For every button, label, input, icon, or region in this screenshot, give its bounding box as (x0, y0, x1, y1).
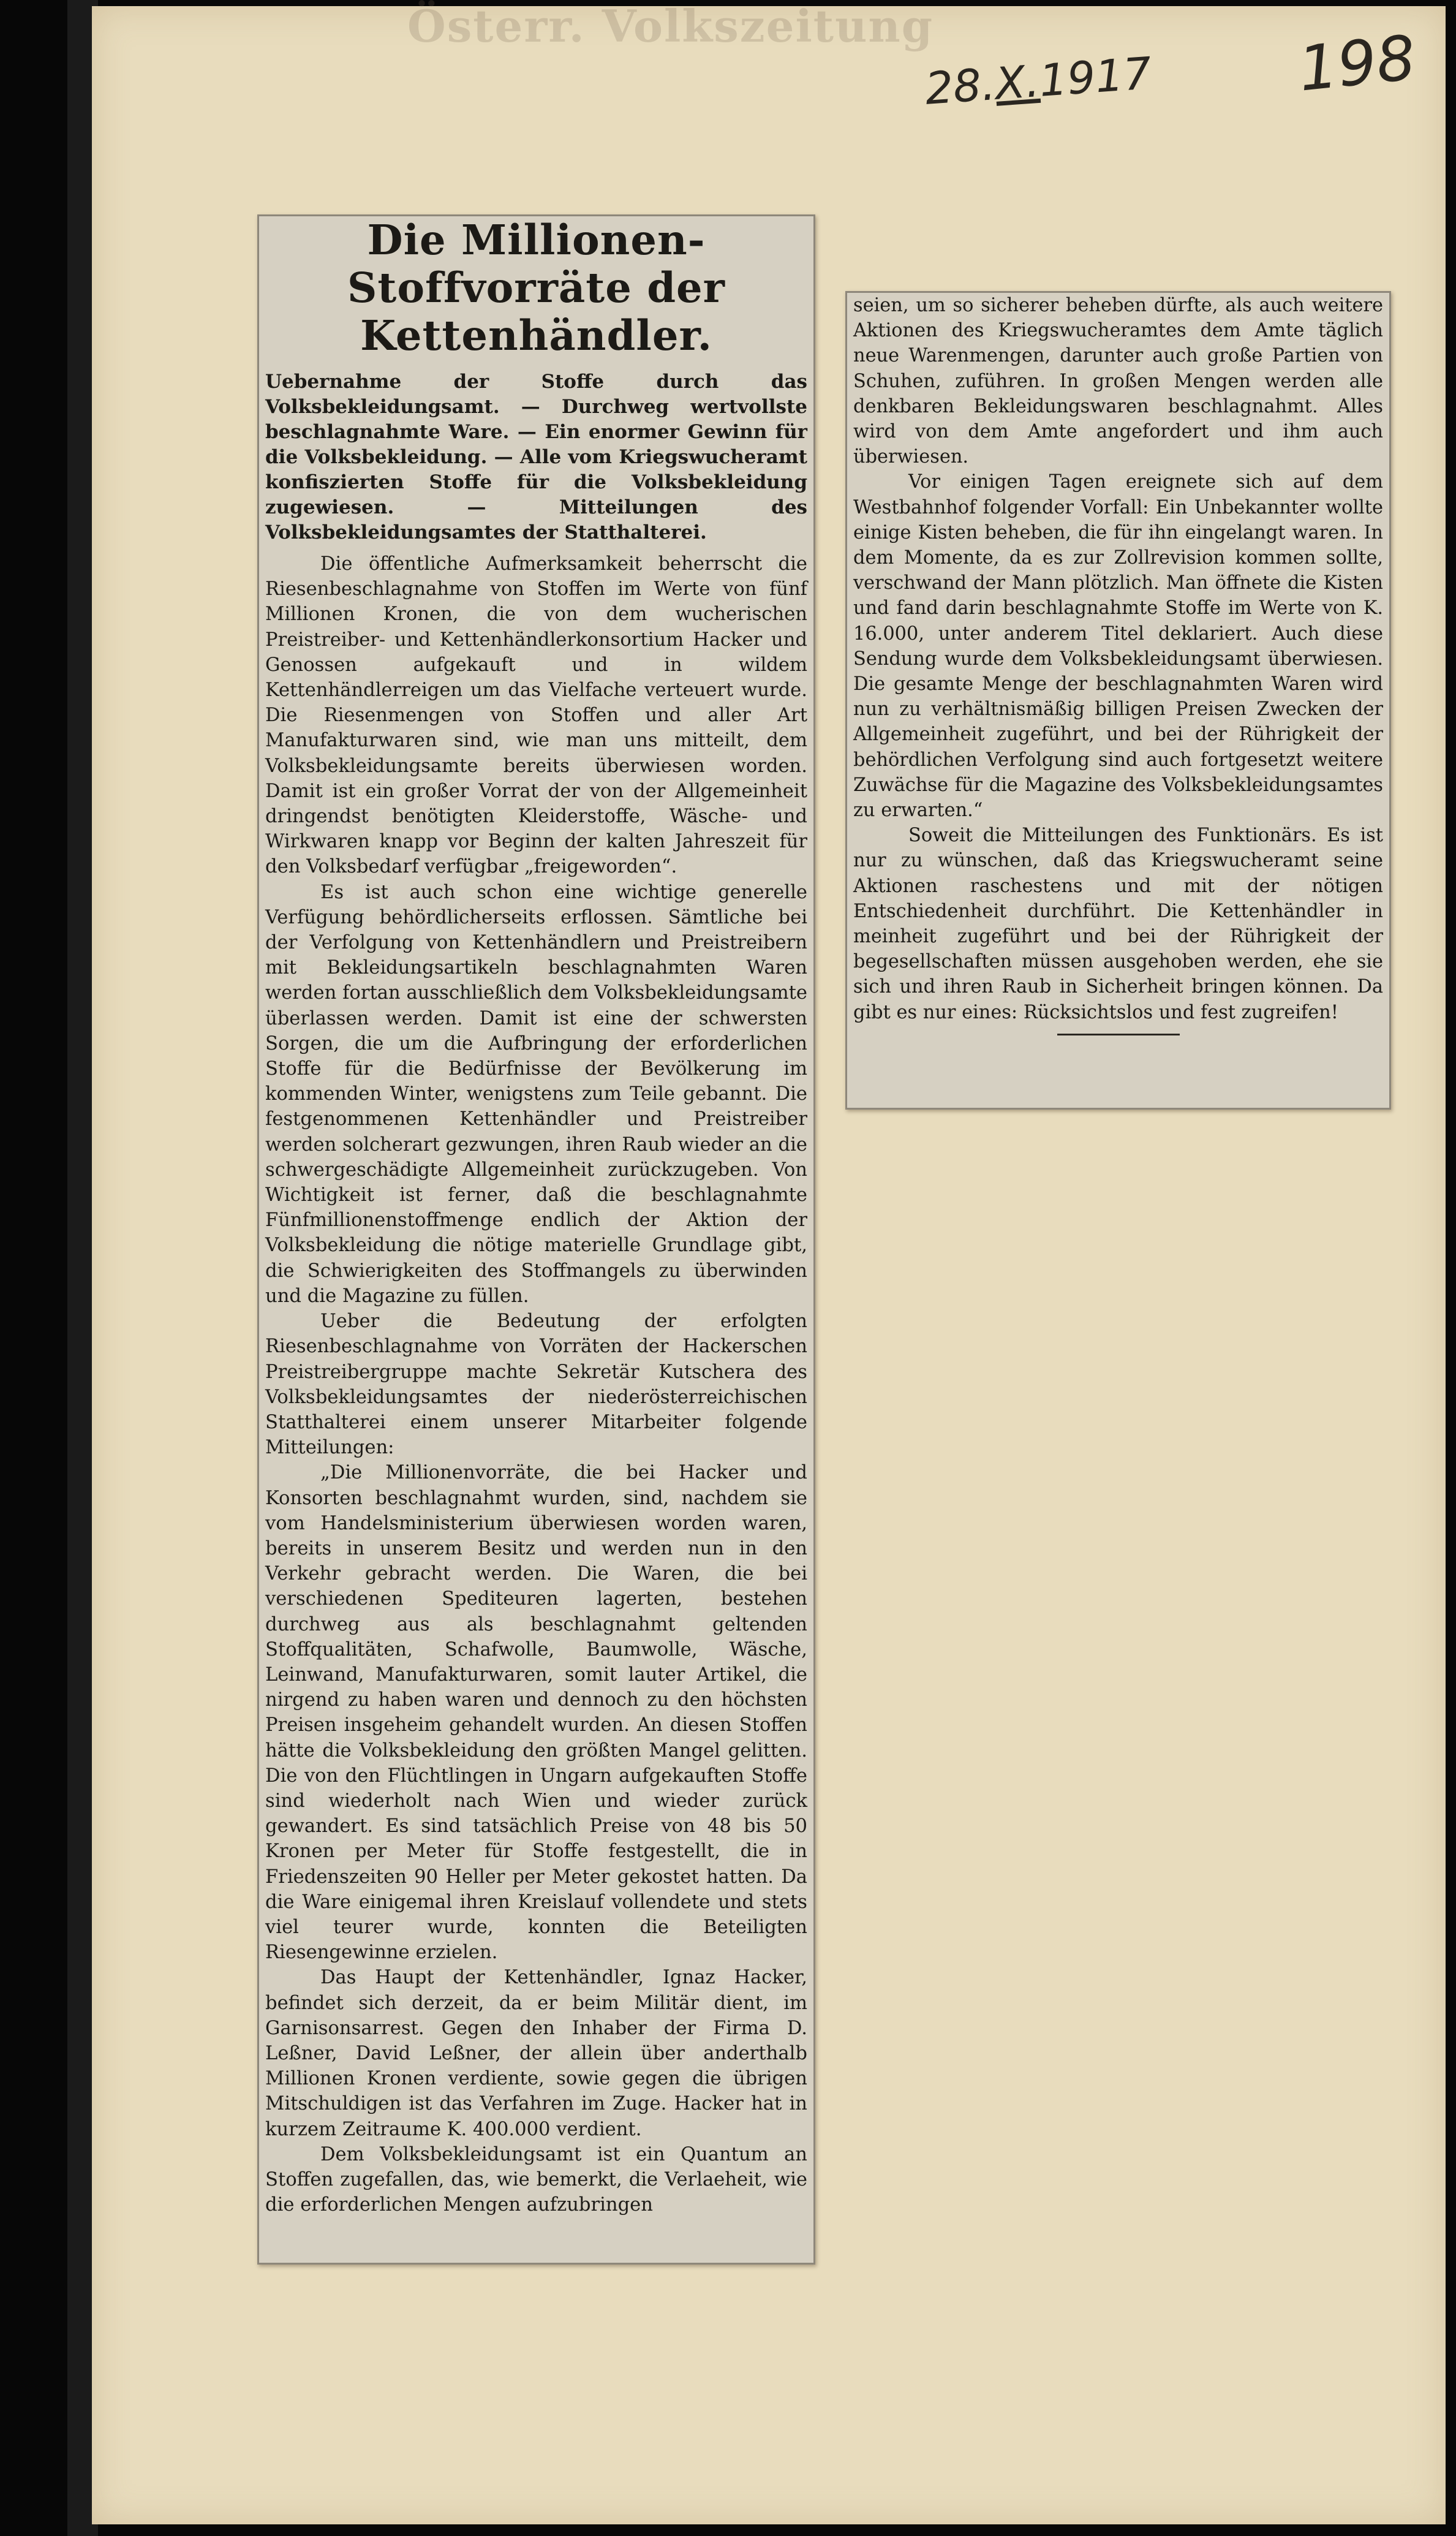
paragraph: seien, um so sicherer beheben dürfte, als auch weitere Aktionen des Kriegswucheramtes dem Amte täglich neue Warenmengen, darunter auch große Partien von Schuhen, zuführen. In großen Mengen werden alle denkbaren Bekleidungswaren beschlagnahmt. Alles wird von dem Amte angefordert und ihm auch überwiesen. (853, 295, 1383, 468)
paragraph: „Die Millionenvorräte, die bei Hacker und Konsorten beschlagnahmt wurden, sind, nachdem sie vom Handelsministerium überwiesen worden waren, bereits in unserem Besitz und werden nun in den Verkehr gebracht werden. Die Waren, die bei verschiedenen Spediteuren lagerten, bestehen durchweg aus als beschlagnahmt geltenden Stoffqualitäten, Schafwolle, Baumwolle, Wäsche, Leinwand, Manufakturwaren, somit lauter Artikel, die nirgend zu haben waren und dennoch zu den höchsten Preisen insgeheim gehandelt wurden. An diesen Stoffen hätte die Volksbekleidung den größten Mangel gelitten. Die von den Flüchtlingen in Ungarn aufgekauften Stoffe sind wiederholt nach Wien und wieder zurück gewandert. Es sind tatsächlich Preise von 48 bis 50 Kronen per Meter für Stoffe festgestellt, die in Friedenszeiten 90 Heller per Meter gekostet hatten. Da die Ware einigemal ihren Kreislauf vollendete und stets viel teurer wurde, konnten die Beteiligten Riesengewinne erzielen. (265, 1462, 807, 1964)
paragraph: Es ist auch schon eine wichtige generelle Verfügung behördlicherseits erflossen. Sämtliche bei der Verfolgung von Kettenhändlern und Preistreibern mit Bekleidungsartikeln beschlagnahmten Waren werden fortan ausschließlich dem Volksbekleidungsamte überlassen werden. Damit ist eine der schwersten Sorgen, die um die Aufbringung der erforderlichen Stoffe für die Bedürfnisse der Bevölkerung im kommenden Winter, wenigstens zum Teile gebannt. Die festgenommenen Kettenhändler und Preistreiber werden solcherart gezwungen, ihren Raub wieder an die schwergeschädigte Allgemeinheit zurückzugeben. Von Wichtigkeit ist ferner, daß die beschlagnahmte Fünfmillionenstoffmenge endlich der Aktion der Volksbekleidung die nötige materielle Grundlage gibt, die Schwierigkeiten des Stoffmangels zu überwinden und die Magazine zu füllen. (265, 881, 807, 1307)
folio-number: 198 (1295, 21, 1419, 105)
paragraph: Das Haupt der Kettenhändler, Ignaz Hacker, befindet sich derzeit, da er beim Militär dient, im Garnisonsarrest. Gegen den Inhaber der Firma D. Leßner, David Leßner, der allein über anderthalb Millionen Kronen verdiente, sowie gegen die übrigen Mitschuldigen ist das Verfahren im Zuge. Hacker hat in kurzem Zeitraume K. 400.000 verdient. (265, 1967, 807, 2140)
clipping-left-column (257, 214, 815, 2265)
article-subhead: Uebernahme der Stoffe durch das Volksbekleidungsamt. — Durchweg wertvollste beschlagnahmte Ware. — Ein enormer Gewinn für die Volksbekleidung. — Alle vom Kriegswucheramt konfiszierten Stoffe für die Volksbekleidung zugewiesen. — Mitteilungen des Volksbekleidungsamtes der Statthalterei. (265, 371, 807, 543)
paragraph: Dem Volksbekleidungsamt ist ein Quantum an Stoffen zugefallen, das, wie bemerkt, die Verlaeheit, wie die erforderlichen Mengen aufzubringen (265, 2143, 807, 2216)
paragraph: Die öffentliche Aufmerksamkeit beherrscht die Riesenbeschlagnahme von Stoffen im Werte von fünf Millionen Kronen, die von dem wucherischen Preistreiber- und Kettenhändlerkonsortium Hacker und Genossen aufgekauft und in wildem Kettenhändlerreigen um das Vielfache verteuert wurde. Die Riesenmengen von Stoffen und aller Art Manufakturwaren sind, wie man uns mitteilt, dem Volksbekleidungsamte bereits überwiesen worden. Damit ist ein großer Vorrat der von der Allgemeinheit dringendst benötigten Kleiderstoffe, Wäsche- und Wirkwaren knapp vor Beginn der kalten Jahreszeit für den Volksbedarf verfügbar „freigeworden“. (265, 553, 807, 878)
article-body-right (847, 293, 1389, 1025)
paragraph: Vor einigen Tagen ereignete sich auf dem Westbahnhof folgender Vorfall: Ein Unbekannter wollte einige Kisten beheben, die für ihn eingelangt waren. In dem Momente, da es zur Zollrevision kommen sollte, verschwand der Mann plötzlich. Man öffnete die Kisten und fand darin beschlagnahmte Stoffe im Werte von K. 16.000, unter anderem Titel deklariert. Auch diese Sendung wurde dem Volksbekleidungsamt überwiesen. Die gesamte Menge der beschlagnahmten Waren wird nun zu verhältnismäßig billigen Preisen Zwecken der Allgemeinheit zugeführt, und bei der Rührigkeit der behördlichen Verfolgung sind auch fortgesetzt weitere Zuwächse für die Magazine des Volksbekleidungsamtes zu erwarten.“ (853, 471, 1383, 822)
clipping-right-column (845, 291, 1391, 1110)
end-rule (1057, 1034, 1180, 1035)
article-headline: Die Millionen-Stoffvorräte der Kettenhändler. (347, 216, 725, 360)
date-day: 28. (923, 58, 997, 115)
paragraph: Soweit die Mitteilungen des Funktionärs. Es ist nur zu wünschen, daß das Kriegswucheramt seine Aktionen raschestens und mit der nötigen Entschiedenheit durchführt. Die Kettenhändler in meinheit zugeführt und bei der Rührigkeit der begesellschaften müssen ausgehoben werden, ehe sie sich und ihren Raub in Sicherheit bringen können. Da gibt es nur eines: Rücksichtslos und fest zugreifen! (853, 825, 1383, 1023)
paragraph: Ueber die Bedeutung der erfolgten Riesenbeschlagnahme von Vorräten der Hackerschen Preistreibergruppe machte Sekretär Kutschera des Volksbekleidungsamtes der niederösterreichischen Statthalterei einem unserer Mitarbeiter folgende Mitteilungen: (265, 1311, 807, 1459)
date-month: X. (993, 55, 1041, 110)
date-year: 1917 (1037, 47, 1153, 107)
article-body-left (259, 551, 813, 2217)
newspaper-stamp: Österr. Volkszeitung (407, 0, 934, 52)
